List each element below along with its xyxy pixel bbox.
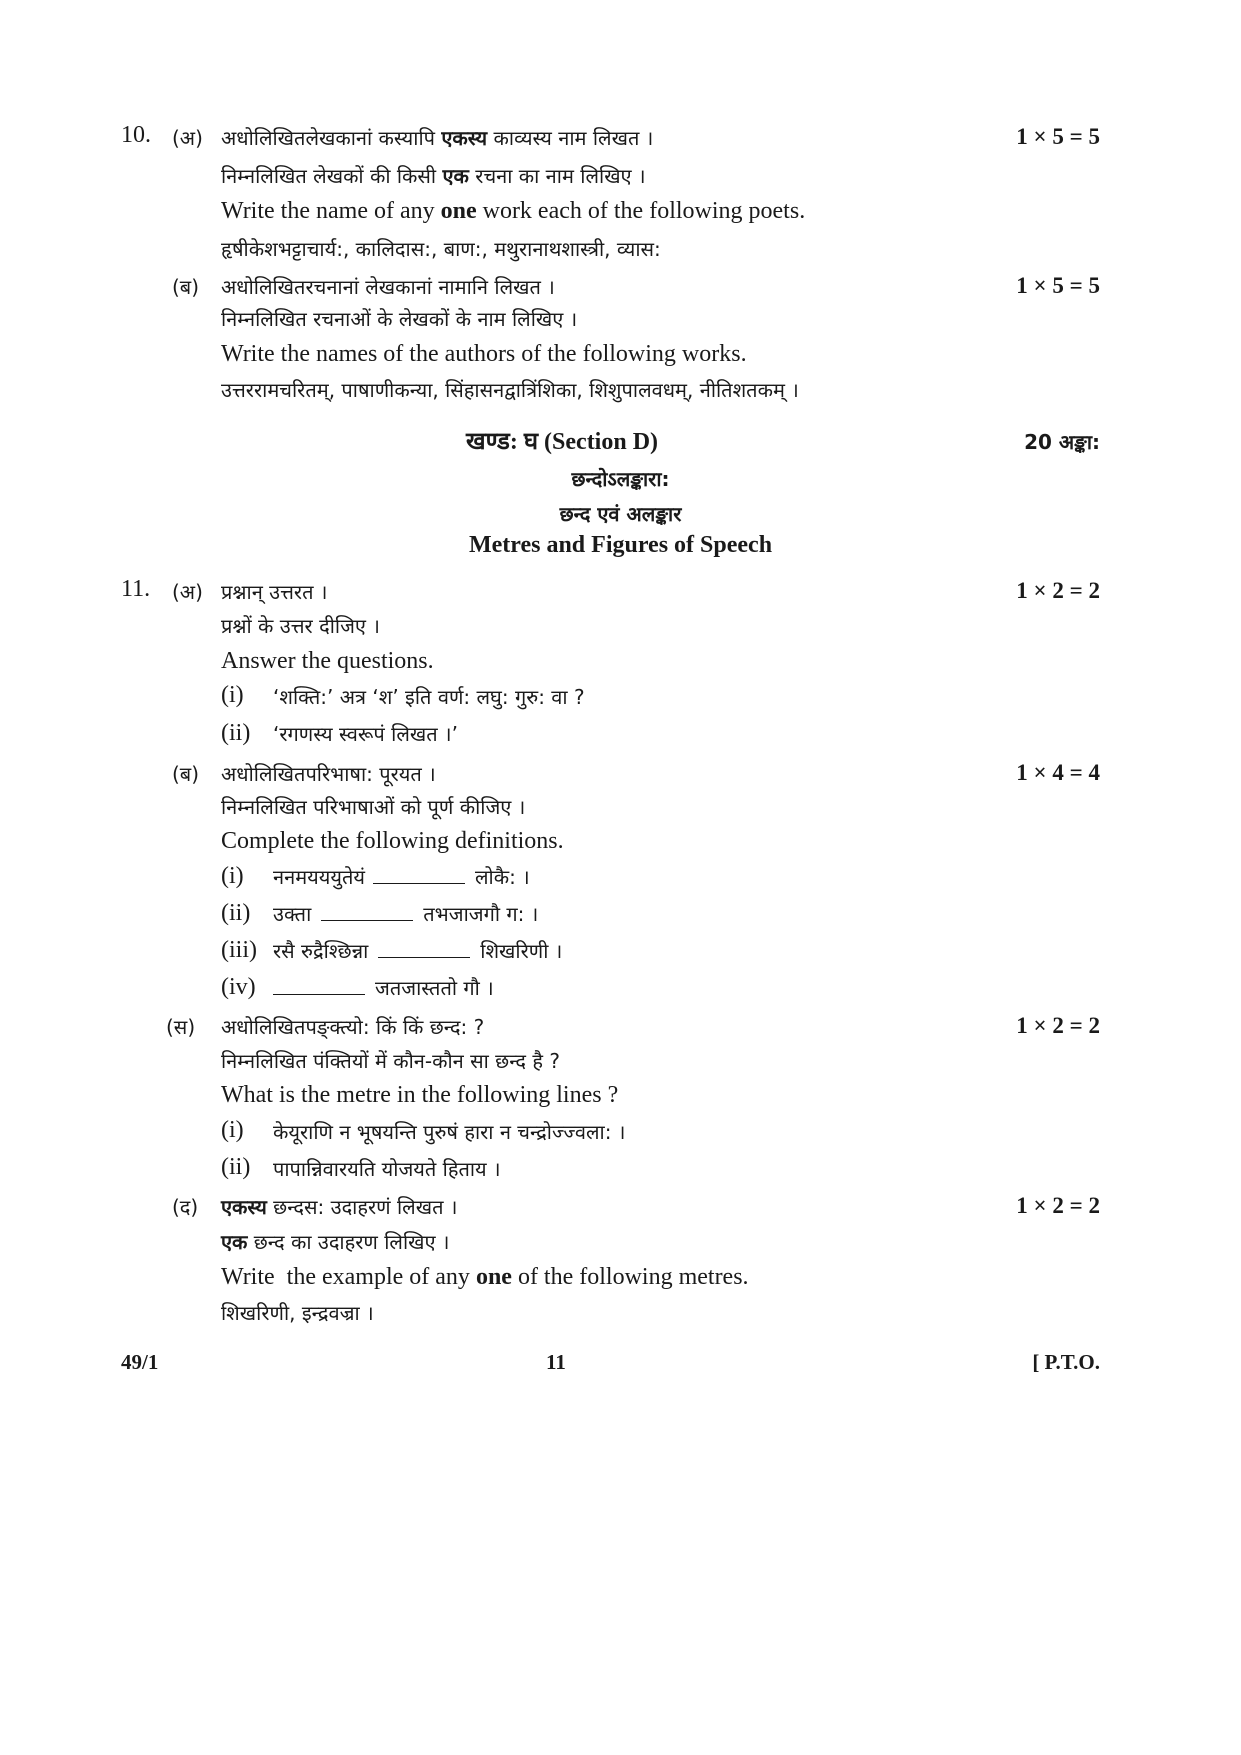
marks: 1 × 5 = 5 <box>1016 273 1100 298</box>
section-sub-hindi: छन्द एवं अलङ्कार <box>559 502 682 526</box>
sub-item-text: केयूराणि न भूषयन्ति पुरुषं हारा न चन्द्रोज्ज्वला: । <box>273 1120 626 1144</box>
english-instruction: Complete the following definitions. <box>221 828 564 854</box>
sub-item-number: (ii) <box>221 720 251 746</box>
part-label: (ब) <box>172 762 200 786</box>
marks: 1 × 4 = 4 <box>1016 760 1100 785</box>
english-instruction: Answer the questions. <box>221 648 434 674</box>
sanskrit-instruction: एकस्य छन्दस: उदाहरणं लिखत । <box>221 1195 458 1219</box>
fill-blank <box>321 902 413 921</box>
sanskrit-instruction: अधोलिखितपरिभाषा: पूरयत । <box>221 762 436 786</box>
question-number: 10. <box>121 122 151 148</box>
item-list: उत्तररामचरितम्, पाषाणीकन्या, सिंहासनद्वात्रिंशिका, शिशुपालवधम्, नीतिशतकम् । <box>221 378 799 402</box>
paper-code: 49/1 <box>121 1350 159 1374</box>
sub-item-number: (i) <box>221 863 244 889</box>
fill-blank <box>373 865 465 884</box>
sub-item-text: ‘शक्ति:’ अत्र ‘श’ इति वर्ण: लघु: गुरु: वा ? <box>273 685 585 709</box>
hindi-instruction: निम्नलिखित लेखकों की किसी एक रचना का नाम लिखिए । <box>221 164 646 188</box>
fill-blank <box>378 939 470 958</box>
sanskrit-instruction: प्रश्नान् उत्तरत । <box>221 580 328 604</box>
sub-item-number: (ii) <box>221 900 251 926</box>
fill-blank <box>273 976 365 995</box>
definition-line: ननमयययुतेयं लोकै: । <box>273 865 530 889</box>
sub-item-number: (iii) <box>221 937 257 963</box>
section-heading: खण्ड: घ (Section D) <box>466 429 659 455</box>
english-instruction: Write the name of any one work each of the following poets. <box>221 198 806 224</box>
english-instruction: Write the names of the authors of the following works. <box>221 341 747 367</box>
sub-item-text: पापान्निवारयति योजयते हिताय । <box>273 1157 501 1181</box>
sanskrit-instruction: अधोलिखितरचनानां लेखकानां नामानि लिखत । <box>221 275 555 299</box>
definition-line: उक्ता तभजाजगौ ग: । <box>273 902 539 926</box>
hindi-instruction: निम्नलिखित पंक्तियों में कौन-कौन सा छन्द है ? <box>221 1049 560 1073</box>
definition-line: रसै रुद्रैश्छिन्ना शिखरिणी । <box>273 939 563 963</box>
definition-line: जतजास्ततो गौ । <box>273 974 494 1001</box>
sub-item-number: (ii) <box>221 1154 251 1180</box>
hindi-instruction: निम्नलिखित परिभाषाओं को पूर्ण कीजिए । <box>221 795 526 819</box>
sub-item-text: ‘रगणस्य स्वरूपं लिखत ।’ <box>273 722 458 746</box>
marks: 1 × 2 = 2 <box>1016 1013 1100 1038</box>
hindi-instruction: एक छन्द का उदाहरण लिखिए । <box>221 1230 450 1254</box>
marks: 1 × 5 = 5 <box>1016 124 1100 149</box>
part-label: (ब) <box>172 275 200 299</box>
section-marks: 20 अङ्का: <box>1024 430 1100 454</box>
hindi-instruction: निम्नलिखित रचनाओं के लेखकों के नाम लिखिए । <box>221 307 578 331</box>
english-instruction: What is the metre in the following lines ? <box>221 1082 619 1108</box>
section-sub-english: Metres and Figures of Speech <box>468 532 773 558</box>
sanskrit-instruction: अधोलिखितलेखकानां कस्यापि एकस्य काव्यस्य नाम लिखत । <box>221 126 654 150</box>
marks: 1 × 2 = 2 <box>1016 1193 1100 1218</box>
hindi-instruction: प्रश्नों के उत्तर दीजिए । <box>221 614 380 638</box>
pto-label: [ P.T.O. <box>1032 1350 1100 1374</box>
section-sub-sanskrit: छन्दोऽलङ्कारा: <box>571 467 670 491</box>
sanskrit-instruction: अधोलिखितपङ्क्त्यो: किं किं छन्द: ? <box>221 1015 485 1039</box>
question-number: 11. <box>121 576 151 602</box>
item-list: हृषीकेशभट्टाचार्य:, कालिदास:, बाण:, मथुरानाथशास्त्री, व्यास: <box>221 237 661 261</box>
part-label: (द) <box>172 1195 199 1219</box>
sub-item-number: (i) <box>221 682 244 708</box>
item-list: शिखरिणी, इन्द्रवज्रा । <box>221 1301 374 1325</box>
sub-item-number: (iv) <box>221 974 256 1000</box>
part-label: (अ) <box>172 580 203 604</box>
english-instruction: Write the example of any one of the following metres. <box>221 1264 749 1290</box>
page-number: 11 <box>546 1350 566 1374</box>
sub-item-number: (i) <box>221 1117 244 1143</box>
part-label: (स) <box>166 1015 196 1039</box>
marks: 1 × 2 = 2 <box>1016 578 1100 603</box>
part-label: (अ) <box>172 126 203 150</box>
